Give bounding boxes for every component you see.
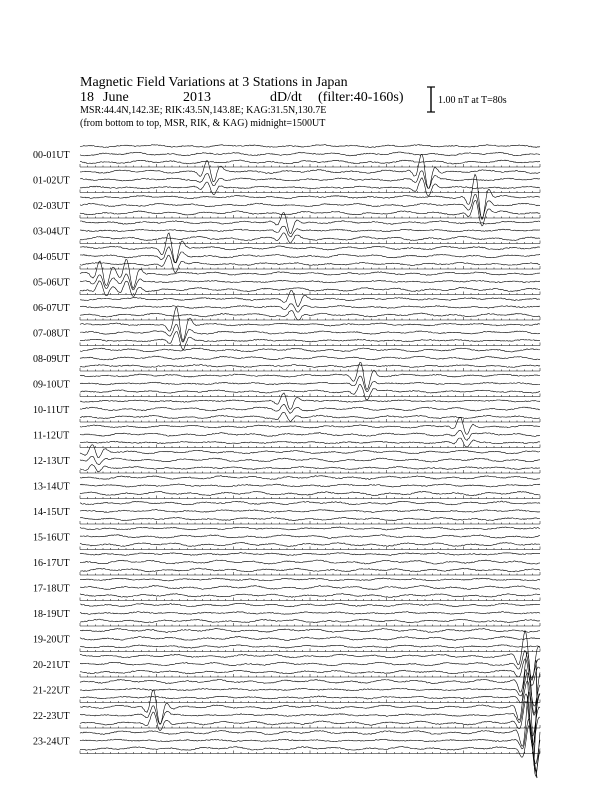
- station-trace: [80, 553, 540, 556]
- station-trace: [80, 160, 540, 164]
- station-trace: [80, 307, 540, 341]
- minute-ticks: [80, 496, 540, 499]
- station-trace: [80, 365, 540, 368]
- row-label: 20-21UT: [33, 660, 70, 671]
- row-label: 15-16UT: [33, 532, 70, 544]
- row-label: 06-07UT: [33, 303, 70, 314]
- minute-ticks: [80, 292, 540, 295]
- minute-ticks: [80, 623, 540, 626]
- order-note: (from bottom to top, MSR, RIK, & KAG) midnight=1500UT: [80, 118, 326, 129]
- station-trace: [80, 542, 540, 546]
- row-labels: [33, 150, 70, 748]
- stations-label: MSR:44.4N,142.3E; RIK:43.5N,143.8E; KAG:31.5N,130.7E: [80, 105, 327, 116]
- minute-ticks: [80, 164, 540, 167]
- row-label: 16-17UT: [33, 558, 70, 569]
- station-trace: [80, 636, 540, 640]
- scale-bar: [427, 87, 435, 112]
- minute-ticks: [80, 241, 540, 244]
- minute-ticks: [80, 266, 540, 269]
- minute-ticks: [80, 649, 540, 652]
- station-trace: [80, 619, 540, 623]
- date-month: June: [103, 90, 129, 105]
- station-trace: [80, 376, 540, 392]
- station-trace: [80, 178, 540, 196]
- station-trace: [80, 491, 540, 495]
- date-day: 18: [80, 90, 94, 105]
- row-label: 23-24UT: [33, 736, 70, 748]
- minute-ticks: [80, 368, 540, 371]
- row-label: 10-11UT: [33, 405, 70, 416]
- station-trace: [80, 404, 540, 413]
- date-year: 2013: [183, 90, 211, 105]
- row-label: 21-22UT: [33, 685, 70, 697]
- station-trace: [80, 255, 540, 272]
- station-trace: [80, 527, 540, 530]
- minute-ticks: [80, 751, 540, 754]
- station-trace: [80, 456, 540, 464]
- station-trace: [80, 628, 540, 632]
- minute-ticks: [80, 445, 540, 448]
- station-trace: [80, 324, 540, 342]
- station-trace: [80, 701, 540, 745]
- station-trace: [80, 233, 540, 263]
- station-trace: [80, 501, 540, 505]
- row-label: 05-06UT: [33, 277, 70, 289]
- quantity-label: dD/dt: [270, 90, 302, 105]
- station-trace: [80, 681, 540, 715]
- station-trace: [80, 645, 540, 649]
- station-trace: [80, 384, 540, 399]
- row-label: 22-23UT: [33, 711, 70, 722]
- station-trace: [80, 476, 540, 480]
- row-label: 00-01UT: [33, 150, 70, 161]
- station-trace: [80, 274, 540, 290]
- row-label: 19-20UT: [33, 634, 70, 646]
- minute-ticks: [80, 572, 540, 575]
- minute-ticks: [80, 215, 540, 218]
- station-trace: [80, 484, 540, 487]
- station-trace: [80, 356, 540, 360]
- station-trace: [80, 171, 540, 189]
- minute-ticks: [80, 598, 540, 601]
- station-trace: [80, 568, 540, 572]
- minute-ticks: [80, 470, 540, 473]
- row-label: 07-08UT: [33, 328, 70, 340]
- minute-ticks: [80, 725, 540, 728]
- minute-ticks: [80, 394, 540, 397]
- row-label: 17-18UT: [33, 583, 70, 595]
- row-label: 18-19UT: [33, 609, 70, 620]
- station-trace: [80, 594, 540, 598]
- filter-label: (filter:40-160s): [318, 90, 404, 105]
- station-trace: [80, 603, 540, 607]
- station-trace: [80, 652, 540, 713]
- scale-label: 1.00 nT at T=80s: [438, 95, 507, 106]
- row-label: 01-02UT: [33, 175, 70, 187]
- row-label: 11-12UT: [33, 430, 70, 442]
- chart-title: Magnetic Field Variations at 3 Stations in Japan: [80, 75, 348, 90]
- minute-ticks: [80, 521, 540, 524]
- station-trace: [80, 578, 540, 581]
- traces: [80, 144, 540, 778]
- station-trace: [80, 560, 540, 564]
- row-label: 12-13UT: [33, 456, 70, 467]
- station-trace: [80, 517, 540, 520]
- station-trace: [80, 247, 540, 263]
- row-label: 08-09UT: [33, 354, 70, 365]
- row-label: 04-05UT: [33, 252, 70, 263]
- station-trace: [80, 144, 540, 147]
- station-trace: [80, 669, 540, 747]
- minute-ticks: [80, 547, 540, 550]
- station-trace: [80, 154, 540, 188]
- minute-ticks: [80, 317, 540, 320]
- minute-ticks: [80, 419, 540, 422]
- station-trace: [80, 304, 540, 312]
- row-label: 14-15UT: [33, 507, 70, 518]
- row-label: 09-10UT: [33, 379, 70, 391]
- station-trace: [80, 348, 540, 352]
- station-trace: [80, 226, 540, 237]
- station-trace: [80, 430, 540, 440]
- minute-ticks: [80, 343, 540, 346]
- station-trace: [80, 152, 540, 156]
- row-label: 02-03UT: [33, 201, 70, 212]
- station-trace: [80, 612, 540, 615]
- station-trace: [80, 510, 540, 513]
- minute-ticks: [80, 190, 540, 193]
- station-trace: [80, 585, 540, 589]
- row-label: 03-04UT: [33, 226, 70, 238]
- minute-ticks: [80, 674, 540, 677]
- station-trace: [80, 535, 540, 539]
- minute-ticks: [80, 700, 540, 703]
- row-label: 13-14UT: [33, 481, 70, 493]
- station-trace: [80, 692, 540, 776]
